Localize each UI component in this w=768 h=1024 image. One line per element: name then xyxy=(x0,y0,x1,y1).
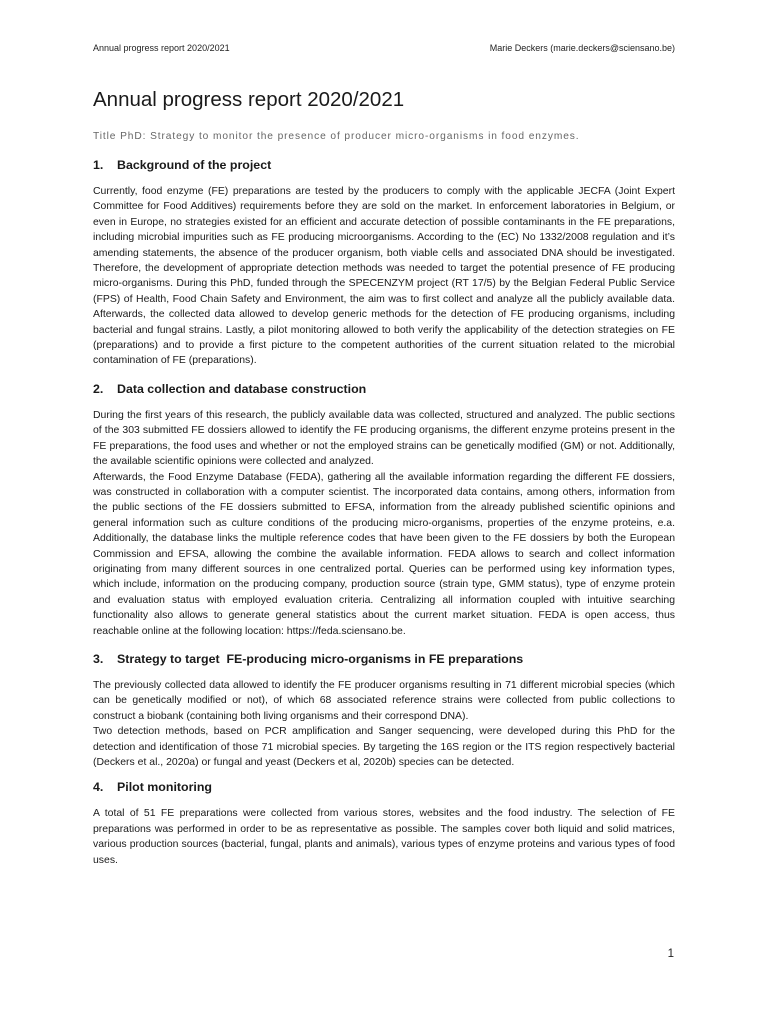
section-title: Data collection and database construction xyxy=(117,381,367,396)
header-author: Marie Deckers (marie.deckers@sciensano.be) xyxy=(489,43,675,53)
header-report-title: Annual progress report 2020/2021 xyxy=(93,43,230,53)
section-pilot-monitoring xyxy=(93,779,675,868)
paragraph: A total of 51 FE preparations were collected from various stores, websites and the food industry. The selection of FE preparations was performed in order to be as representative as possible. The samples cover both liquid and solid matrices, various production sources (bacterial, fungal, plants and animals), various types of enzyme proteins and various types of food uses. xyxy=(93,808,675,866)
paragraph: The previously collected data allowed to identify the FE producer organisms resulting in 71 different microbial species (which can be genetically modified or not), of which 68 associated reference strains were collected from public collections to construct a biobank (containing both living organisms and their correspond DNA). xyxy=(93,679,675,722)
section-number: 4. xyxy=(93,780,104,795)
section-title: Strategy to target FE-producing micro-organisms in FE preparations xyxy=(117,651,524,666)
section-heading xyxy=(93,651,675,667)
document-title: Annual progress report 2020/2021 xyxy=(93,88,405,111)
section-heading xyxy=(93,157,675,173)
section-number: 1. xyxy=(93,158,104,172)
page-number: 1 xyxy=(667,948,674,960)
paragraph: Currently, food enzyme (FE) preparations are tested by the producers to comply with the applicable JECFA (Joint Expert Committee for Food Additives) requirements before they are sold on the market. In enforcement laboratories in Belgium, or even in Europe, no strategies existed for an efficient and accurate detection of possible contaminants in the FE preparations, including microbial impurities such as FE producing microorganisms. According to the (EC) No 1332/2008 regulation and it’s amending statements, the absence of the producer organism, both viable cells and associated DNA should be investigated. Therefore, the development of appropriate detection methods was needed to target the potential presence of FE producing micro-organisms. During this PhD, funded through the SPECENZYM project (RT 17/5) by the Belgian Federal Public Service (FPS) of Health, Food Chain Safety and Environment, the aim was to first collect and analyze all the publicly available data. Afterwards, the collected data allowed to develop generic methods for the detection of FE producing organisms, including bacterial and fungal strains. Lastly, a pilot monitoring allowed to both verify the applicability of the detection strategies on FE (preparations) and to provide a first picture to the competent authorities of the current situation related to the microbial contamination of FE (preparations). xyxy=(93,186,675,367)
section-number: 2. xyxy=(93,381,104,396)
section-strategy xyxy=(93,651,675,770)
section-data-collection xyxy=(93,381,675,639)
paragraph: Two detection methods, based on PCR amplification and Sanger sequencing, were developed during this PhD for the detection and identification of those 71 microbial species. By targeting the 16S region or the ITS region respectively bacterial (Deckers et al., 2020a) or fungal and yeast (Deckers et al, 2020b) species can be detected. xyxy=(93,726,675,768)
section-title: Background of the project xyxy=(117,158,272,172)
document-subtitle: Title PhD: Strategy to monitor the presence of producer micro-organisms in food enzymes. xyxy=(93,131,580,142)
paragraph: Afterwards, the Food Enzyme Database (FEDA), gathering all the available information regarding the different FE dossiers, was constructed in collaboration with a computer scientist. The incorporated data contains, among others, information from the public sections of the FE dossiers submitted to EFSA, information from the already published scientific opinions and general information such as culture conditions of the producing micro-organisms, properties of the enzyme proteins, e.a. Additionally, the database links the multiple reference codes that have been given to the FE dossiers by both the European Commission and EFSA, allowing the combine the available information. FEDA allows to search and collect information originating from many different sources in one centralized portal. Queries can be performed using key information types, which include, information on the producing company, production source (strain type, GMM status), type of enzyme protein and evaluation status with employed evaluation criteria. Centralizing all information coupled with intuitive searching functionality also allows to generate general statistics about the current market situation. FEDA is open access, thus reachable online at the following location: https://feda.sciensano.be. xyxy=(93,471,675,637)
page-header xyxy=(93,43,675,57)
section-title: Pilot monitoring xyxy=(117,780,212,795)
document-body xyxy=(93,157,675,880)
section-number: 3. xyxy=(93,651,104,666)
section-heading xyxy=(93,779,675,795)
section-heading xyxy=(93,381,675,397)
section-background xyxy=(93,157,675,369)
paragraph: During the first years of this research, the publicly available data was collected, structured and analyzed. The public sections of the 303 submitted FE dossiers allowed to identify the FE producing organisms, the different enzyme proteins present in the FE preparations, the food uses and whether or not the employed strains can be genetically modified (GM) or not. Additionally, the available scientific opinions were collected and analyzed. xyxy=(93,409,675,468)
